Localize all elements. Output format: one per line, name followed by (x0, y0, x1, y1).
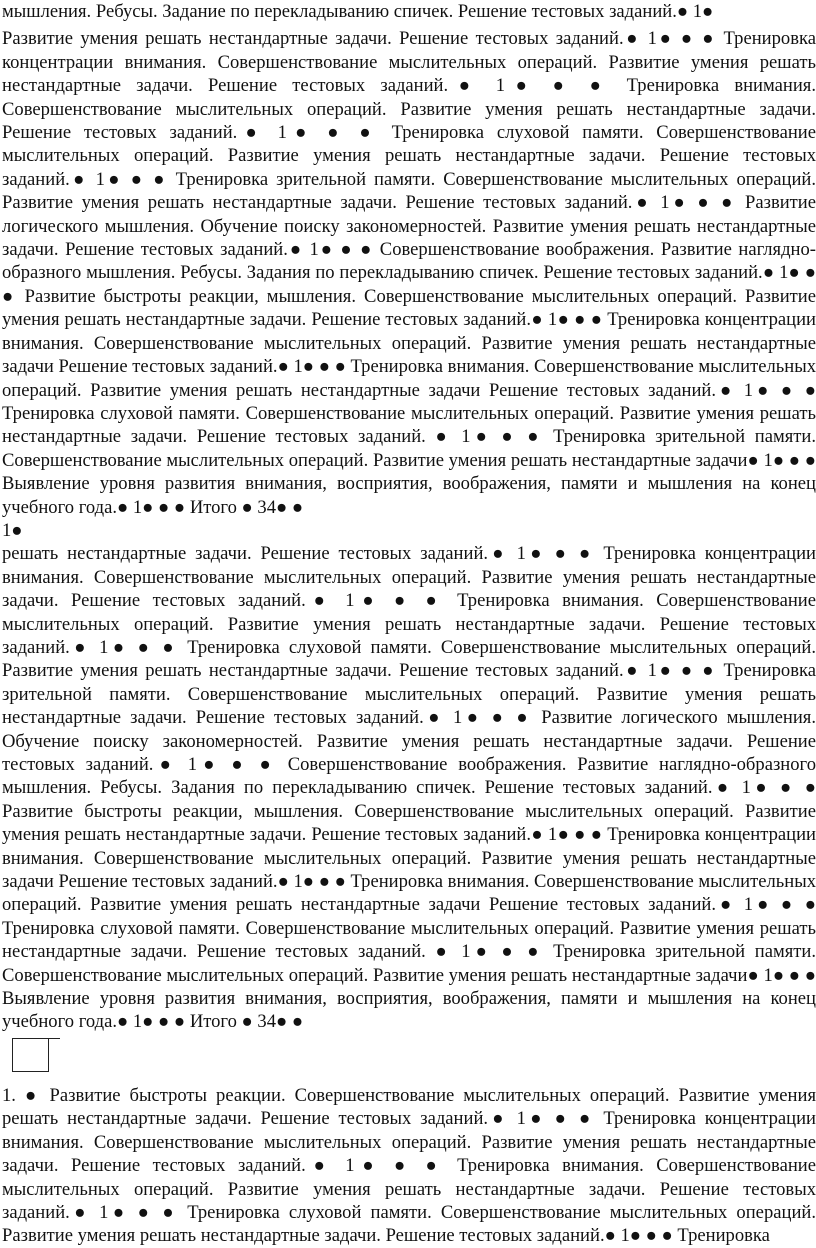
paragraph-lesson-list-2: решать нестандартные задачи. Решение тестовых заданий.● 1● ● ● Тренировка концентрации внимания. Совершенствование мыслительных операций. Развитие умения решать нестандартные задачи. Решение тестовых заданий.● 1● ● ● Тренировка внимания. Совершенствование мыслительных операций. Развитие умения решать нестандартные задачи. Решение тестовых заданий.● 1● ● ● Тренировка слуховой памяти. Совершенствование мыслительных операций. Развитие умения решать нестандартные задачи. Решение тестовых заданий.● 1● ● ● Тренировка зрительной памяти. Совершенствование мыслительных операций. Развитие умения решать нестандартные задачи. Решение тестовых заданий.● 1● ● ● Развитие логического мышления. Обучение поиску закономерностей. Развитие умения решать нестандартные задачи. Решение тестовых заданий.● 1● ● ● Совершенствование воображения. Развитие наглядно-образного мышления. Ребусы. Задания по перекладыванию спичек. Решение тестовых заданий.● 1● ● ● Развитие быстроты реакции, мышления. Совершенствование мыслительных операций. Развитие умения решать нестандартные задачи. Решение тестовых заданий.● 1● ● ● Тренировка концентрации внимания. Совершенствование мыслительных операций. Развитие умения решать нестандартные задачи Решение тестовых заданий.● 1● ● ● Тренировка внимания. Совершенствование мыслительных операций. Развитие умения решать нестандартные задачи Решение тестовых заданий.● 1● ● ● Тренировка слуховой памяти. Совершенствование мыслительных операций. Развитие умения решать нестандартные задачи. Решение тестовых заданий. ● 1● ● ● Тренировка зрительной памяти. Совершенствование мыслительных операций. Развитие умения решать нестандартные задачи● 1● ● ● Выявление уровня развития внимания, восприятия, воображения, памяти и мышления на конец учебного года.● 1● ● ● Итого ● 34● ● (2, 543, 816, 1033)
paragraph-intro-fragment: мышления. Ребусы. Задание по перекладыванию спичек. Решение тестовых заданий.● 1● (2, 1, 714, 22)
paragraph-lesson-list-3: 1. ● Развитие быстроты реакции. Совершенствование мыслительных операций. Развитие умения решать нестандартные задачи. Решение тестовых заданий.● 1● ● ● Тренировка концентрации внимания. Совершенствование мыслительных операций. Развитие умения решать нестандартные задачи. Решение тестовых заданий.● 1● ● ● Тренировка внимания. Совершенствование мыслительных операций. Развитие умения решать нестандартные задачи. Решение тестовых заданий.● 1● ● ● Тренировка слуховой памяти. Совершенствование мыслительных операций. Развитие умения решать нестандартные задачи. Решение тестовых заданий.● 1● ● ● Тренировка (2, 1084, 816, 1247)
paragraph-hour-marker: 1● (2, 519, 23, 541)
table-cell-right (48, 1038, 60, 1072)
table-cell-fragment (2, 1036, 816, 1082)
table-cell-left (12, 1038, 48, 1072)
paragraph-lesson-list-1: Развитие умения решать нестандартные задачи. Решение тестовых заданий.● 1● ● ● Тренировка концентрации внимания. Совершенствование мыслительных операций. Развитие умения решать нестандартные задачи. Решение тестовых заданий.● 1● ● ● Тренировка внимания. Совершенствование мыслительных операций. Развитие умения решать нестандартные задачи. Решение тестовых заданий.● 1● ● ● Тренировка слуховой памяти. Совершенствование мыслительных операций. Развитие умения решать нестандартные задачи. Решение тестовых заданий.● 1● ● ● Тренировка зрительной памяти. Совершенствование мыслительных операций. Развитие умения решать нестандартные задачи. Решение тестовых заданий.● 1● ● ● Развитие логического мышления. Обучение поиску закономерностей. Развитие умения решать нестандартные задачи. Решение тестовых заданий.● 1● ● ● Совершенствование воображения. Развитие наглядно-образного мышления. Ребусы. Задания по перекладыванию спичек. Решение тестовых заданий.● 1● ● ● Развитие быстроты реакции, мышления. Совершенствование мыслительных операций. Развитие умения решать нестандартные задачи. Решение тестовых заданий.● 1● ● ● Тренировка концентрации внимания. Совершенствование мыслительных операций. Развитие умения решать нестандартные задачи Решение тестовых заданий.● 1● ● ● Тренировка внимания. Совершенствование мыслительных операций. Развитие умения решать нестандартные задачи Решение тестовых заданий.● 1● ● ● Тренировка слуховой памяти. Совершенствование мыслительных операций. Развитие умения решать нестандартные задачи. Решение тестовых заданий. ● 1● ● ● Тренировка зрительной памяти. Совершенствование мыслительных операций. Развитие умения решать нестандартные задачи● 1● ● ● Выявление уровня развития внимания, восприятия, воображения, памяти и мышления на конец учебного года.● 1● ● ● Итого ● 34● ● (2, 28, 816, 518)
